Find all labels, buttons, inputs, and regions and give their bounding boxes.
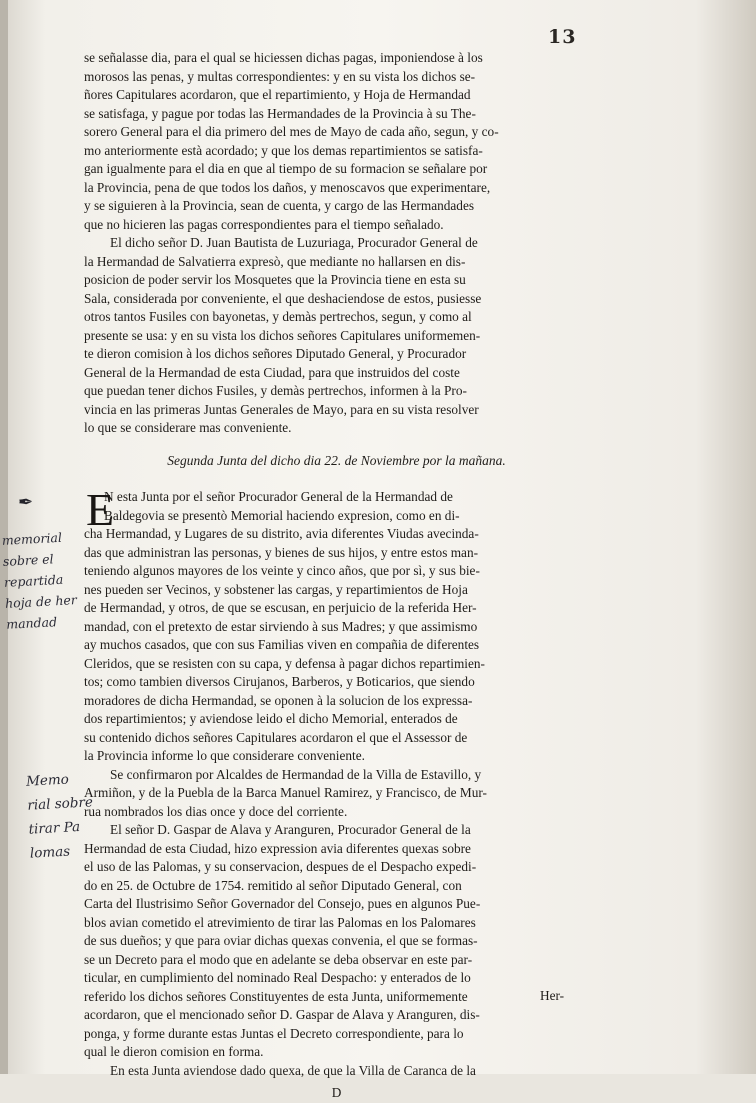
text-line: qual le dieron comision en forma. bbox=[84, 1044, 264, 1059]
text-line: teniendo algunos mayores de los veinte y cinco años, que por sì, y sus bie- bbox=[84, 563, 480, 578]
marginal-mark-icon: ✒ bbox=[18, 492, 34, 513]
margin-note-palomas bbox=[26, 766, 97, 865]
text-line: que no hicieren las pagas correspondientes para el tiempo señalado. bbox=[84, 216, 444, 232]
text-line: la Provincia, pena de que todos los daños, y menoscavos que experimentare, bbox=[84, 179, 491, 195]
text-line: tos; como tambien diversos Cirujanos, Barberos, y Boticarios, que siendo bbox=[84, 674, 475, 689]
margin-note-line: lomas bbox=[29, 843, 71, 862]
text-line: blos avian cometido el atrevimiento de tirar las Palomas en los Palomares bbox=[84, 914, 476, 930]
text-line: sorero General para el dia primero del mes de Mayo de cada año, segun, y co- bbox=[84, 124, 499, 139]
text-line: Armiñon, y de la Puebla de la Barca Manuel Ramirez, y Francisco, de Mur- bbox=[84, 785, 487, 800]
text-line: de Hermandad, y otros, de que se escusan, en perjuicio de la referida Her- bbox=[84, 600, 477, 615]
text-line: Hermandad de esta Ciudad, hizo expression avia diferentes quexas sobre bbox=[84, 840, 471, 856]
text-line: Se confirmaron por Alcaldes de Hermandad de la Villa de Estavillo, y bbox=[110, 766, 482, 782]
text-line: do en 25. de Octubre de 1754. remitido al señor Diputado General, con bbox=[84, 877, 462, 893]
text-line: Sala, considerada por conveniente, el que deshaciendose de estos, pusiesse bbox=[84, 290, 482, 306]
text-line: dos repartimientos; y aviendose leido el dicho Memorial, enterados de bbox=[84, 711, 458, 726]
text-line: N esta Junta por el señor Procurador General de la Hermandad de bbox=[104, 489, 453, 504]
text-line: General de la Hermandad de esta Ciudad, para que instruidos del coste bbox=[84, 364, 460, 380]
text-line: cha Hermandad, y Lugares de su distrito, avia diferentes Viudas avecinda- bbox=[84, 526, 479, 541]
text-line: vincia en las primeras Juntas Generales de Mayo, para en su vista resolver bbox=[84, 401, 479, 417]
text-line: mandad, con el pretexto de estar sirviendo à sus Madres; y que assimismo bbox=[84, 618, 478, 634]
margin-note-line: repartida bbox=[3, 571, 64, 590]
text-line: El dicho señor D. Juan Bautista de Luzuriaga, Procurador General de bbox=[110, 235, 478, 250]
text-line: En esta Junta aviendose dado quexa, de que la Villa de Caranca de la bbox=[110, 1062, 476, 1078]
text-line: ticular, en cumplimiento del nominado Real Despacho: y enterados de lo bbox=[84, 970, 471, 985]
margin-note-line: rial sobre bbox=[26, 794, 94, 814]
text-line: El señor D. Gaspar de Alava y Aranguren, Procurador General de la bbox=[110, 822, 471, 837]
text-line: referido los dichos señores Constituyentes de esta Junta, uniformemente bbox=[84, 988, 468, 1004]
text-line: posicion de poder servir los Mosquetes que la Provincia tiene en esta su bbox=[84, 272, 466, 287]
paragraph-6 bbox=[84, 1062, 589, 1081]
margin-note-line: Memo bbox=[25, 771, 70, 790]
paragraph-1 bbox=[84, 49, 589, 234]
signature-mark: D bbox=[331, 1085, 342, 1100]
paragraph-5 bbox=[84, 821, 589, 1062]
main-text bbox=[84, 49, 589, 1103]
margin-note-line: mandad bbox=[5, 614, 58, 632]
text-line: Baldegovia se presentò Memorial haciendo expresion, como en di- bbox=[104, 507, 460, 523]
drop-cap: E bbox=[86, 484, 115, 535]
margin-note-memorial bbox=[1, 526, 78, 635]
text-line: nes pueden ser Vecinos, y sobstener las cargas, y repartimientos de Hoja bbox=[84, 581, 468, 597]
text-line: ay muchos casados, que con sus Familias viven en compañia de diferentes bbox=[84, 637, 480, 652]
text-line: Cleridos, que se resisten con su capa, y defensa à pagar dichos repartimien- bbox=[84, 655, 485, 671]
text-line: el uso de las Palomas, y su conservacion, despues de el Despacho expedi- bbox=[84, 859, 477, 874]
text-line: la Provincia informe lo que considerare conveniente. bbox=[84, 748, 365, 763]
text-line: su contenido dichos señores Capitulares acordaron el que el Assessor de bbox=[84, 729, 468, 745]
margin-note-line: sobre el bbox=[2, 551, 54, 569]
text-line: presente se usa: y en su vista los dichos señores Capitulares uniformemen- bbox=[84, 327, 481, 343]
margin-note-line: hoja de her bbox=[4, 592, 78, 611]
text-line: moradores de dicha Hermandad, se oponen à la solucion de los expressa- bbox=[84, 692, 473, 708]
text-line: la Hermandad de Salvatierra expresò, que mediante no hallarsen en dis- bbox=[84, 253, 466, 269]
paragraph-4 bbox=[84, 766, 589, 822]
text-line: de sus dueños; y que para oviar dichas quexas convenia, el que se formas- bbox=[84, 933, 478, 948]
text-line: gan igualmente para el dia en que al tiempo de su formacion se señalare por bbox=[84, 161, 488, 176]
text-line: rua nombrados los dias once y doce del corriente. bbox=[84, 803, 348, 819]
page-number: 13 bbox=[548, 26, 577, 48]
section-heading: Segunda Junta del dicho dia 22. de Noviembre por la mañana. bbox=[167, 452, 506, 468]
text-line: ñores Capitulares acordaron, que el repartimiento, y Hoja de Hermandad bbox=[84, 87, 471, 102]
text-line: lo que se considerare mas conveniente. bbox=[84, 420, 292, 435]
text-line: das que administran las personas, y bienes de sus hijos, y entre estos man- bbox=[84, 544, 479, 560]
text-line: Carta del Ilustrisimo Señor Governador del Consejo, pues en algunos Pue- bbox=[84, 896, 481, 911]
text-line: morosos las penas, y multas correspondientes: y en su vista los dichos se- bbox=[84, 68, 476, 84]
text-line: otros tantos Fusiles con bayonetas, y demàs pertrechos, segun, y como al bbox=[84, 309, 472, 324]
text-line: se satisfaga, y pague por todas las Hermandades de la Provincia à su The- bbox=[84, 105, 476, 121]
text-line: que puedan tener dichos Fusiles, y demàs pertrechos, informen à la Pro- bbox=[84, 383, 467, 398]
catchword: Her- bbox=[540, 988, 565, 1003]
text-line: se un Decreto para el modo que en adelante se deba observar en este par- bbox=[84, 951, 473, 967]
paragraph-3 bbox=[84, 484, 589, 766]
text-line: acordaron, que el mencionado señor D. Gaspar de Alava y Aranguren, dis- bbox=[84, 1007, 480, 1022]
paragraph-2 bbox=[84, 234, 589, 438]
text-line: te dieron comision à los dichos señores Diputado General, y Procurador bbox=[84, 346, 467, 361]
text-line: mo anteriormente està acordado; y que los demas repartimientos se satisfa- bbox=[84, 142, 483, 158]
margin-note-line: memorial bbox=[1, 529, 63, 548]
text-line: ponga, y forme durante estas Juntas el Decreto correspondiente, para lo bbox=[84, 1025, 464, 1041]
text-line: y se siguieren à la Provincia, sean de cuenta, y cargo de las Hermandades bbox=[84, 198, 475, 213]
margin-note-line: tirar Pa bbox=[28, 819, 81, 838]
text-line: se señalasse dia, para el qual se hiciessen dichas pagas, imponiendose à los bbox=[84, 50, 483, 65]
